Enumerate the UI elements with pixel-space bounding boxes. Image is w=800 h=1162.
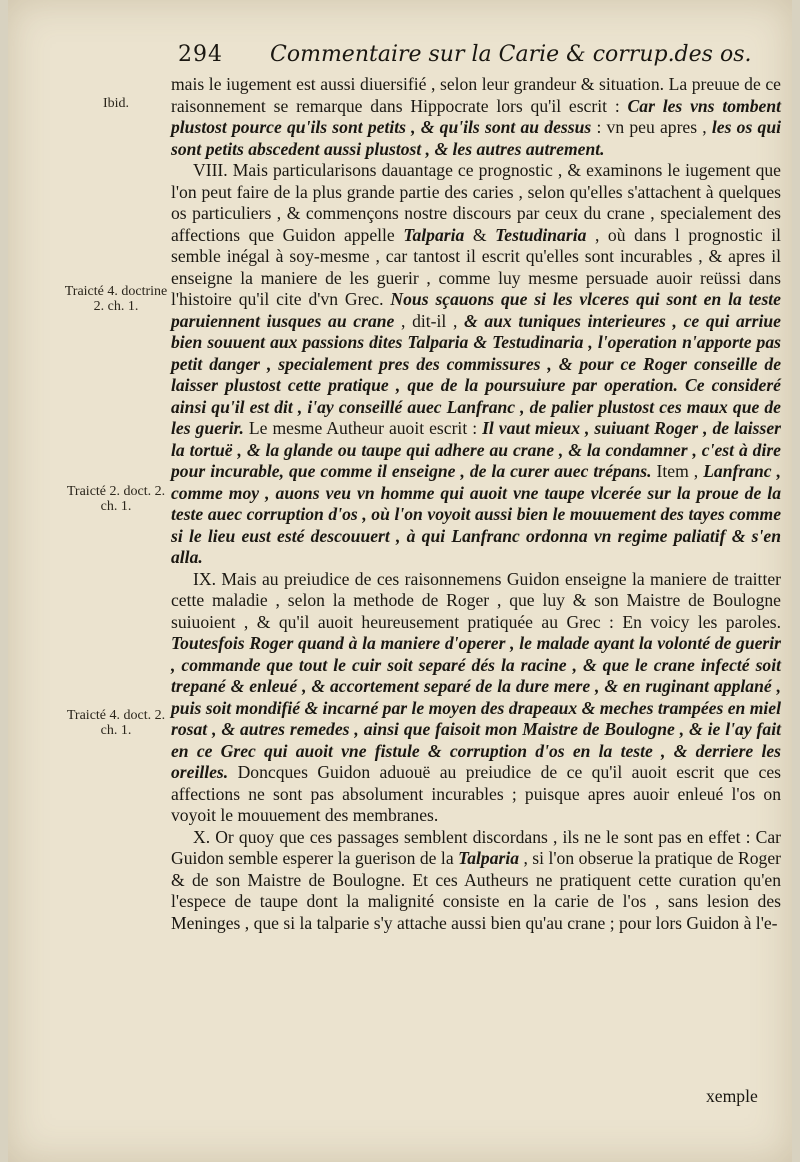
text-run: Item , bbox=[651, 461, 704, 481]
text-run: mais le iugement est aussi diuersifié , selon leur grandeur & situation. La preuue de ce raisonnement se remarque dans Hippocrate lors qu'il escrit : bbox=[171, 74, 781, 116]
text-run: & bbox=[464, 224, 496, 245]
italic-quotation: Car les vns tombent plustost pource qu'ils sont petits , & qu'ils sont au dessus bbox=[171, 95, 781, 137]
text-run: , dit-il , bbox=[394, 310, 465, 331]
italic-quotation: Il vaut mieux , suiuant Roger , de laisser la tortuë , & la glande ou taupe qui adhere au crane , & la condamner , c'est à dire pour incurable, que comme il enseigne , de la curer auec trépans. bbox=[171, 418, 782, 481]
italic-quotation: Talparia bbox=[458, 848, 520, 868]
margin-note-traite-2: Traicté 2. doct. 2. ch. 1. bbox=[66, 484, 166, 514]
margin-note-traite-4-doct: Traicté 4. doct. 2. ch. 1. bbox=[66, 708, 166, 738]
text-run: Doncques Guidon aduouë au preiudice de ce qu'il auoit escrit que ces affections ne sont pas absolument incurables ; puisque apres auoir enleué l'os on voyoit le mouuement des membranes. bbox=[171, 762, 781, 825]
margin-note-ibid: Ibid. bbox=[102, 96, 130, 111]
text-run: , où dans l prognostic il semble inégal à soy-mesme , car tantost il escrit qu'elles sont incurables , & apres il enseigne la maniere de les guerir , comme luy mesme persuade auoir reüssi dans l'histoire qu'il cite d'vn Grec. bbox=[171, 224, 782, 309]
paragraph-viii bbox=[171, 160, 781, 569]
text-run: Le mesme Autheur auoit escrit : bbox=[243, 418, 483, 438]
page-number: 294 bbox=[178, 42, 223, 67]
paragraph-x bbox=[171, 827, 781, 935]
italic-quotation: les os qui sont petits abscedent aussi plustost , & les autres autrement. bbox=[171, 117, 781, 159]
paragraph-ix bbox=[171, 569, 781, 827]
paragraph bbox=[171, 74, 781, 160]
italic-quotation: & aux tuniques interieures , ce qui arriue bien souuent aux passions dites Talparia & Testudinaria , l'operation n'apporte pas petit danger , specialement pres des commissures , & pour ce Roger conseille de laisser plustost cette pratique , que de la poursuiure par operation. Ce consideré ainsi qu'il est dit , i'ay conseillé auec Lanfranc , de palier plustost ces maux que de les guerir. bbox=[171, 310, 781, 438]
italic-quotation: Testudinaria bbox=[495, 224, 587, 245]
italic-quotation: Lanfranc , comme moy , auons veu vn homme qui auoit vne taupe vlcerée sur la proue de la teste auec corruption d'os , où l'on voyoit aussi bien le mouuement des tayes comme si le lieu eust esté descouuert , à qui Lanfranc ordonna vn regime paliatif & s'en alla. bbox=[171, 461, 782, 567]
text-run: : vn peu apres , bbox=[591, 117, 712, 137]
running-title: Commentaire sur la Carie & corrup.des os. bbox=[270, 42, 752, 67]
main-text bbox=[171, 74, 781, 934]
italic-quotation: Toutesfois Roger quand à la maniere d'operer , le malade ayant la volonté de guerir , commande que tout le cuir soit separé dés la racine , & que le crane infecté soit trepané & enleué , & accortement separé de la dure mere , & en ruginant applané , puis soit mondifié & incarné par le moyen des drapeaux & meches trampées en miel rosat , & autres remedes , ainsi que faisoit mon Maistre de Boulogne , & ie l'ay fait en ce Grec qui auoit vne fistule & corruption d'os en la teste , & derriere les oreilles. bbox=[171, 633, 781, 782]
italic-quotation: Nous sçauons que si les vlceres qui sont en la teste paruiennent iusques au crane bbox=[171, 289, 781, 331]
text-run: X. Or quoy que ces passages semblent discordans , ils ne le sont pas en effet : Car Guidon semble esperer la guerison de la bbox=[171, 826, 781, 868]
margin-note-traite-4-doctrine: Traicté 4. doctrine 2. ch. 1. bbox=[64, 284, 168, 314]
text-run: VIII. Mais particularisons dauantage ce prognostic , & examinons le iugement que l'on peut faire de la plus grande partie des caries , selon qu'elles s'attachent à quelques os particuliers , & commençons nostre discours par ceux du crane , specialement des affections que Guidon appelle bbox=[171, 160, 781, 245]
italic-quotation: Talparia bbox=[403, 224, 465, 245]
page-header bbox=[178, 40, 778, 74]
book-page bbox=[8, 0, 792, 1162]
text-run: , si l'on obserue la pratique de Roger & de son Maistre de Boulogne. Et ces Autheurs ne pratiquent cette curation qu'en l'espece de taupe dont la malignité consiste en la carie de l'os , sans lesion des Meninges , que si la talparie s'y attache aussi bien qu'au crane ; pour lors Guidon à l'e- bbox=[171, 848, 781, 933]
text-run: IX. Mais au preiudice de ces raisonnemens Guidon enseigne la maniere de traitter cette maladie , selon la methode de Roger , que luy & son Maistre de Boulogne suiuoient , & qu'il auoit heureusement pratiquée au Grec : En voicy les paroles. bbox=[171, 568, 781, 632]
catchword: xemple bbox=[706, 1086, 758, 1106]
